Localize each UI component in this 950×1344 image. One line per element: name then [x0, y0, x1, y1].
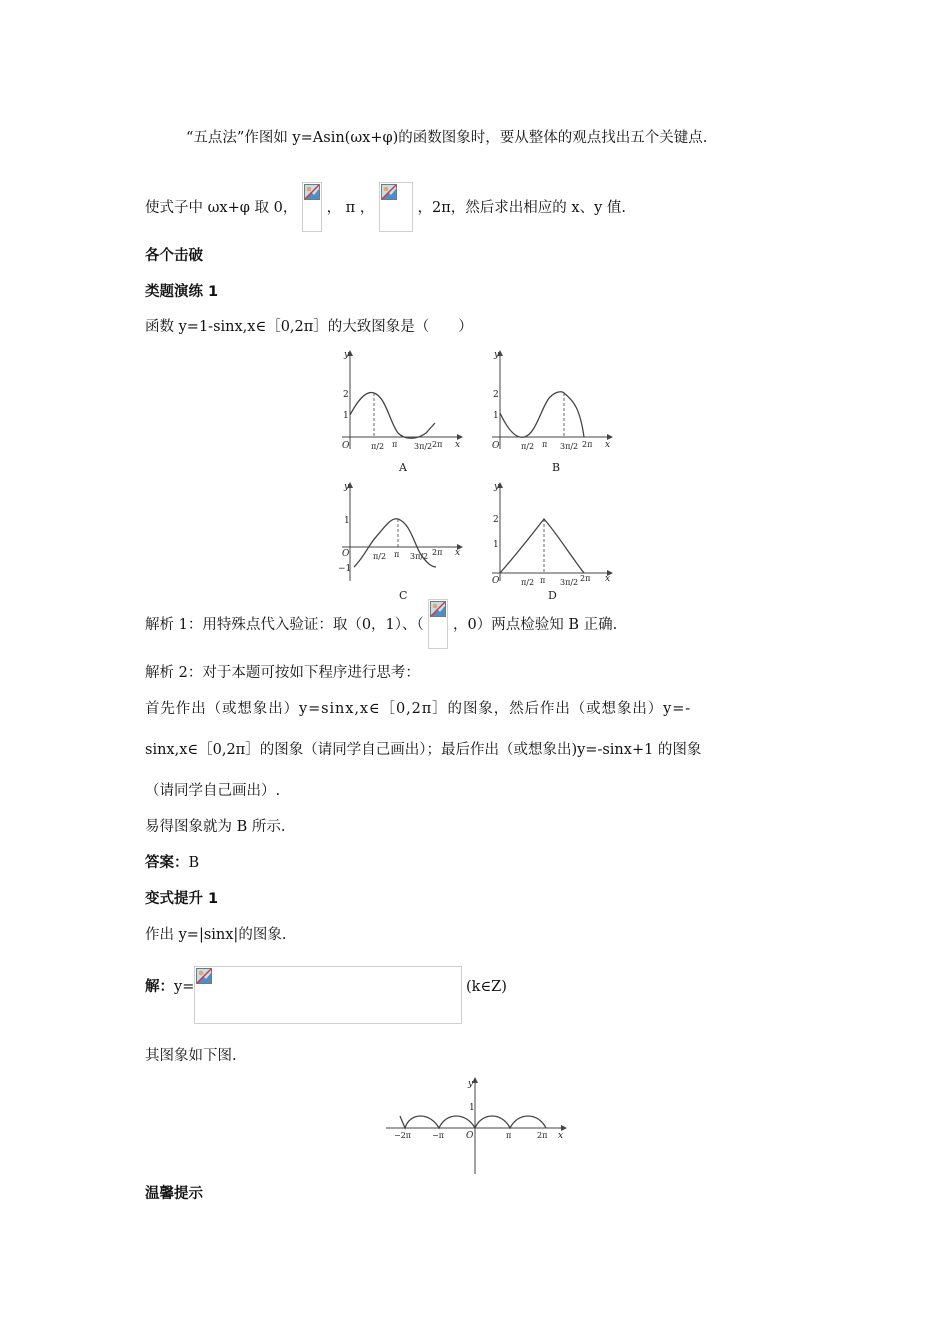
solution-line [145, 977, 194, 997]
tick-label-3pi-over-2: 3π/2 [560, 578, 579, 587]
section-title: 各个击破 [145, 248, 203, 264]
tick-label-pi: π [542, 440, 548, 449]
broken-image-icon [430, 601, 446, 617]
abs-sin-graph [380, 1074, 575, 1176]
tick-label-2: 2 [493, 390, 499, 400]
broken-image-formula [379, 182, 413, 232]
tick-label-2pi: 2π [432, 440, 443, 449]
key-points-sep: ， π ， [326, 200, 375, 216]
key-points-line [145, 198, 626, 232]
broken-image-formula [428, 599, 448, 649]
answer-line [145, 853, 199, 873]
tick-label-1: 1 [493, 411, 499, 421]
tick-label-3pi-over-2: 3π/2 [560, 442, 579, 451]
analysis-2-line-3: （请同学自己画出）. [145, 783, 281, 799]
conclusion: 易得图象就为 B 所示. [145, 819, 286, 835]
option-label-d: D [548, 589, 557, 602]
key-points-prefix: 使式子中 ωx+φ 取 0， [145, 200, 298, 216]
analysis-1 [145, 615, 617, 649]
tick-label-pi: π [392, 440, 398, 449]
tick-label-3pi-over-2: 3π/2 [414, 442, 433, 451]
broken-image-formula [302, 182, 322, 232]
y-axis-label: y [344, 482, 350, 492]
solution-label: 解： [145, 979, 174, 995]
tick-label-pi-over-2: π/2 [373, 552, 387, 561]
y-axis-label: y [468, 1079, 474, 1089]
tip-title: 温馨提示 [145, 1186, 203, 1202]
x-axis-label: x [605, 440, 611, 450]
tick-label-neg-1: −1 [338, 564, 352, 574]
y-axis-label: y [494, 482, 500, 492]
x-axis-label: x [455, 440, 461, 450]
tick-label-2pi: 2π [537, 1131, 548, 1140]
analysis-1-prefix: 解析 1：用特殊点代入验证：取（0，1）、（ [145, 617, 424, 633]
origin-label: O [492, 441, 500, 451]
exercise-title: 类题演练 1 [145, 284, 219, 300]
broken-image-icon [381, 184, 397, 200]
tick-label-pi: π [540, 576, 546, 585]
answer-label: 答案： [145, 855, 189, 871]
broken-image-icon [304, 184, 320, 200]
tick-label-1: 1 [343, 411, 349, 421]
tick-label-2pi: 2π [432, 548, 443, 557]
variant-title: 变式提升 1 [145, 891, 219, 907]
analysis-2-line-1: 首先作出（或想象出）y=sinx,x∈［0,2π］的图象，然后作出（或想象出）y=- [145, 701, 692, 717]
tick-label-2: 2 [493, 515, 499, 525]
tick-label-1: 1 [344, 516, 350, 526]
answer-value: B [188, 855, 200, 871]
intro-text: “五点法”作图如 y=Asin(ωx+φ)的函数图象时，要从整体的观点找出五个关键点. [186, 130, 708, 146]
tick-label-pi-over-2: π/2 [371, 442, 385, 451]
tick-label-2: 2 [343, 390, 349, 400]
option-label-c: C [399, 589, 408, 602]
variant-question: 作出 y=|sinx|的图象. [145, 927, 287, 943]
tick-label-2pi: 2π [582, 440, 593, 449]
broken-image-formula [194, 966, 462, 1024]
tick-label-3pi-over-2: 3π/2 [410, 552, 429, 561]
graph-b [492, 350, 612, 474]
x-axis-label: x [605, 574, 611, 584]
tick-label-pi-over-2: π/2 [521, 442, 535, 451]
x-axis-label: x [558, 1131, 564, 1141]
x-axis-label: x [455, 548, 461, 558]
tick-label-neg-pi: −π [432, 1131, 444, 1140]
analysis-1-suffix: ，0）两点检验知 B 正确. [453, 617, 618, 633]
key-points-suffix: ，2π，然后求出相应的 x、y 值. [417, 200, 626, 216]
analysis-2: 解析 2：对于本题可按如下程序进行思考： [145, 665, 420, 681]
tick-label-1: 1 [493, 540, 499, 550]
solution-prefix: y= [174, 979, 195, 995]
origin-label: O [342, 441, 350, 451]
tick-label-neg-2pi: −2π [394, 1131, 412, 1140]
graph-c [338, 482, 462, 602]
origin-label: O [466, 1131, 474, 1141]
analysis-2-line-2: sinx,x∈［0,2π］的图象（请同学自己画出）；最后作出（或想象出)y=-sinx+1 的图象 [145, 742, 702, 758]
tick-label-2pi: 2π [580, 574, 591, 583]
option-graphs [330, 345, 620, 603]
graph-intro: 其图象如下图. [145, 1048, 237, 1064]
y-axis-label: y [344, 350, 350, 360]
broken-image-icon [196, 968, 212, 984]
origin-label: O [342, 549, 350, 559]
solution-suffix: (k∈Z) [466, 979, 507, 995]
y-axis-label: y [494, 350, 500, 360]
tick-label-pi-over-2: π/2 [521, 578, 535, 587]
tick-label-pi: π [394, 550, 400, 559]
option-label-b: B [552, 461, 561, 474]
origin-label: O [492, 576, 500, 586]
tick-label-1: 1 [469, 1103, 475, 1113]
option-label-a: A [399, 461, 407, 474]
tick-label-pi: π [506, 1131, 512, 1140]
graph-a [342, 350, 462, 474]
exercise-question: 函数 y=1-sinx,x∈［0,2π］的大致图象是（ ） [145, 319, 473, 335]
graph-d [492, 482, 612, 602]
